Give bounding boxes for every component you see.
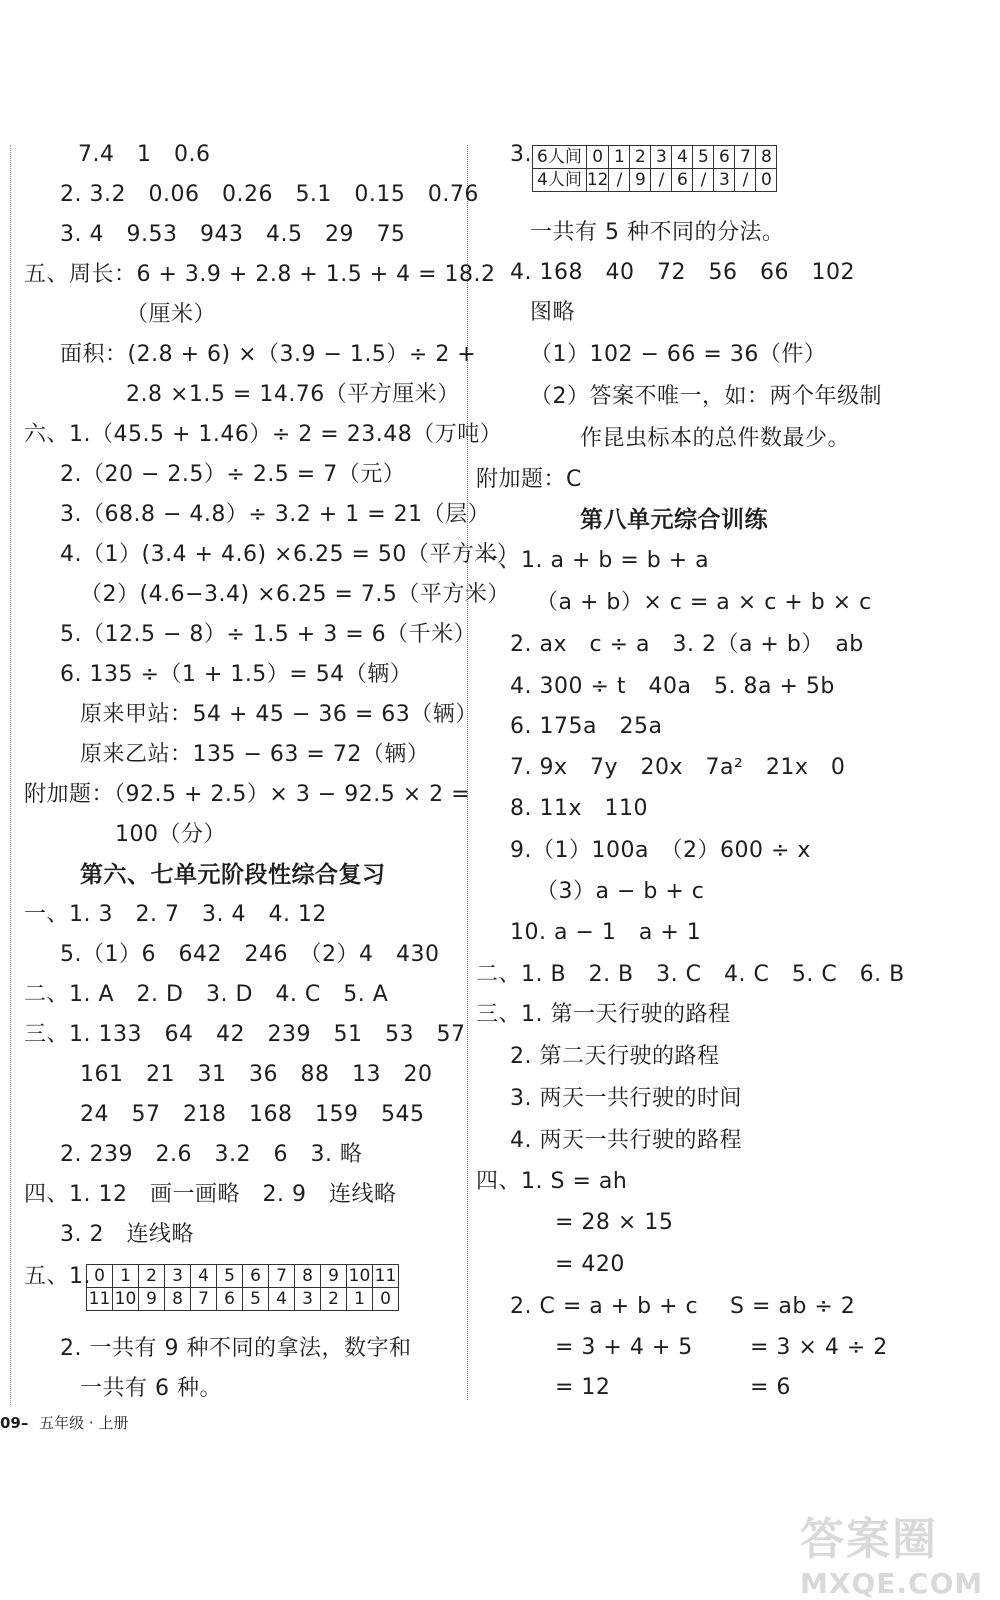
answer-line: （2）答案不唯一，如：两个年级制 <box>530 384 882 409</box>
table-cell: 1 <box>347 1288 373 1311</box>
answer-line: 面积：(2.8 + 6) ×（3.9 − 1.5）÷ 2 + <box>60 342 477 367</box>
table-cell: / <box>609 169 630 192</box>
table-cell: 3 <box>295 1288 321 1311</box>
answer-line: 2. 一共有 9 种不同的拿法，数字和 <box>60 1336 412 1361</box>
answer-line: 五、周长：6 + 3.9 + 2.8 + 1.5 + 4 = 18.2 <box>24 262 496 287</box>
answer-line: 10. a − 1 a + 1 <box>510 920 702 945</box>
answer-line: 二、1. A 2. D 3. D 4. C 5. A <box>24 982 389 1007</box>
table-cell: 7 <box>191 1288 217 1311</box>
table-label: 4人间 <box>533 169 587 192</box>
table-cell: 0 <box>586 146 609 169</box>
answer-line: 5.（1）6 642 246 （2）4 430 <box>60 942 440 967</box>
watermark-text: 答案圈 <box>800 1514 938 1565</box>
answer-line: 附加题：（92.5 + 2.5）× 3 − 92.5 × 2 = <box>24 782 471 807</box>
table-row <box>87 1265 399 1288</box>
answer-line: （3）a − b + c <box>536 879 705 904</box>
book-name: 五年级 · 上册 <box>39 1414 129 1432</box>
table-cell: 11 <box>373 1265 399 1288</box>
answer-line: 四、1. S = ah <box>476 1169 628 1194</box>
answer-line: 三、1. 第一天行驶的路程 <box>476 1002 731 1027</box>
answer-line: 2.8 ×1.5 = 14.76（平方厘米） <box>126 382 460 407</box>
page-footer <box>0 1412 128 1433</box>
answer-line: 2. ax c ÷ a 3. 2（a + b） ab <box>510 632 864 657</box>
watermark-logo <box>800 1503 990 1600</box>
answer-line: 附加题：C <box>476 467 582 492</box>
answer-line: （2）(4.6−3.4) ×6.25 = 7.5（平方米） <box>80 582 510 607</box>
answer-line: （1）102 − 66 = 36（件） <box>530 342 827 367</box>
table-cell: 5 <box>693 146 714 169</box>
answer-line: S = ab ÷ 2 <box>730 1294 856 1319</box>
table-cell: / <box>735 169 756 192</box>
table-cell: 2 <box>139 1265 165 1288</box>
answer-line: 7. 9x 7y 20x 7a² 21x 0 <box>510 755 846 780</box>
answer-line: 2. C = a + b + c <box>510 1294 699 1319</box>
table-cell: 6 <box>243 1265 269 1288</box>
answer-line: 161 21 31 36 88 13 20 <box>80 1062 433 1087</box>
answer-line: 24 57 218 168 159 545 <box>80 1102 425 1127</box>
table-cell: 0 <box>87 1265 113 1288</box>
table-cell: 7 <box>735 146 756 169</box>
table-cell: 4 <box>672 146 693 169</box>
table-cell: 4 <box>191 1265 217 1288</box>
answer-line: 2. 第二天行驶的路程 <box>510 1044 720 1069</box>
table-cell: 8 <box>756 146 777 169</box>
answer-line: 三、1. 133 64 42 239 51 53 57 <box>24 1022 466 1047</box>
table-cell: 6 <box>672 169 693 192</box>
answer-line: 3. 2 连线略 <box>60 1222 194 1247</box>
table-row <box>533 169 777 192</box>
table-cell: 3 <box>714 169 735 192</box>
answer-line: 4. 两天一共行驶的路程 <box>510 1128 742 1153</box>
table-label: 6人间 <box>533 146 587 169</box>
answer-line: 四、1. 12 画一画略 2. 9 连线略 <box>24 1182 397 1207</box>
answer-line: 一共有 5 种不同的分法。 <box>530 220 785 245</box>
answer-line: = 12 <box>555 1375 611 1400</box>
table-cell: 0 <box>756 169 777 192</box>
answer-line: （a + b）× c = a × c + b × c <box>536 590 872 615</box>
watermark-url: MXQE.COM <box>800 1567 984 1600</box>
answer-line: 2.（20 − 2.5）÷ 2.5 = 7（元） <box>60 462 406 487</box>
answer-line: = 3 + 4 + 5 <box>555 1335 693 1360</box>
answer-line: 二、1. B 2. B 3. C 4. C 5. C 6. B <box>476 962 905 987</box>
table-cell: 3 <box>165 1265 191 1288</box>
answer-line: 一、1. 3 2. 7 3. 4 4. 12 <box>24 902 327 927</box>
table-cell: 5 <box>243 1288 269 1311</box>
table-cell: 11 <box>87 1288 113 1311</box>
table-cell: / <box>693 169 714 192</box>
table-cell: 2 <box>630 146 651 169</box>
table-cell: 7 <box>269 1265 295 1288</box>
answer-line: 5.（12.5 − 8）÷ 1.5 + 3 = 6（千米） <box>60 622 477 647</box>
answer-line: 9.（1）100a （2）600 ÷ x <box>510 838 811 863</box>
table-cell: 8 <box>165 1288 191 1311</box>
table-cell: 9 <box>321 1265 347 1288</box>
answer-table-split <box>86 1264 399 1311</box>
section-heading: 第八单元综合训练 <box>580 507 768 533</box>
table-cell: 1 <box>113 1265 139 1288</box>
answer-line: （厘米） <box>126 302 217 327</box>
answer-line: 4. 168 40 72 56 66 102 <box>510 260 855 285</box>
answer-line: 原来甲站：54 + 45 − 36 = 63（辆） <box>80 702 478 727</box>
table-cell: 10 <box>113 1288 139 1311</box>
table-cell: 0 <box>373 1288 399 1311</box>
answer-line: 3. 两天一共行驶的时间 <box>510 1086 742 1111</box>
table-cell: 6 <box>714 146 735 169</box>
answer-line: = 28 × 15 <box>555 1210 674 1235</box>
answer-line: 图略 <box>530 300 576 325</box>
column-divider <box>467 145 469 1400</box>
table-cell: 3 <box>651 146 672 169</box>
answer-line: 五、1. <box>24 1264 91 1289</box>
table-cell: 2 <box>321 1288 347 1311</box>
table-cell: / <box>651 169 672 192</box>
answer-line: 7.4 1 0.6 <box>78 142 211 167</box>
answer-line: 作昆虫标本的总件数最少。 <box>580 426 851 451</box>
table-cell: 6 <box>217 1288 243 1311</box>
answer-line: 6. 135 ÷（1 + 1.5）= 54（辆） <box>60 662 413 687</box>
answer-line: 2. 239 2.6 3.2 6 3. 略 <box>60 1142 363 1167</box>
table-row <box>87 1288 399 1311</box>
answer-line: 原来乙站：135 − 63 = 72（辆） <box>80 742 430 767</box>
answer-line: = 420 <box>555 1252 625 1277</box>
page-number: 09– <box>0 1414 29 1432</box>
answer-line: 100（分） <box>115 822 226 847</box>
left-margin-line <box>10 145 12 1405</box>
answer-line: = 3 × 4 ÷ 2 <box>750 1335 888 1360</box>
table-cell: 1 <box>609 146 630 169</box>
table-row <box>533 146 777 169</box>
table-cell: 9 <box>630 169 651 192</box>
table-cell: 10 <box>347 1265 373 1288</box>
answer-line: 3. <box>510 142 532 167</box>
table-cell: 5 <box>217 1265 243 1288</box>
answer-line: 2. 3.2 0.06 0.26 5.1 0.15 0.76 <box>60 182 479 207</box>
room-allocation-table <box>532 145 777 192</box>
table-cell: 12 <box>586 170 609 190</box>
answer-line: 8. 11x 110 <box>510 796 648 821</box>
answer-line: 4. 300 ÷ t 40a 5. 8a + 5b <box>510 674 835 699</box>
answer-line: 3.（68.8 − 4.8）÷ 3.2 + 1 = 21（层） <box>60 502 491 527</box>
answer-line: 一、1. a + b = b + a <box>476 548 710 573</box>
answer-line: 6. 175a 25a <box>510 714 663 739</box>
answer-line: 4.（1）(3.4 + 4.6) ×6.25 = 50（平方米） <box>60 542 520 567</box>
table-cell: 4 <box>269 1288 295 1311</box>
answer-line: 六、1.（45.5 + 1.46）÷ 2 = 23.48（万吨） <box>24 422 503 447</box>
answer-line: = 6 <box>750 1375 791 1400</box>
answer-line: 3. 4 9.53 943 4.5 29 75 <box>60 222 406 247</box>
answer-line: 一共有 6 种。 <box>80 1376 222 1401</box>
table-cell: 8 <box>295 1265 321 1288</box>
section-heading: 第六、七单元阶段性综合复习 <box>80 862 386 888</box>
table-cell: 9 <box>139 1288 165 1311</box>
